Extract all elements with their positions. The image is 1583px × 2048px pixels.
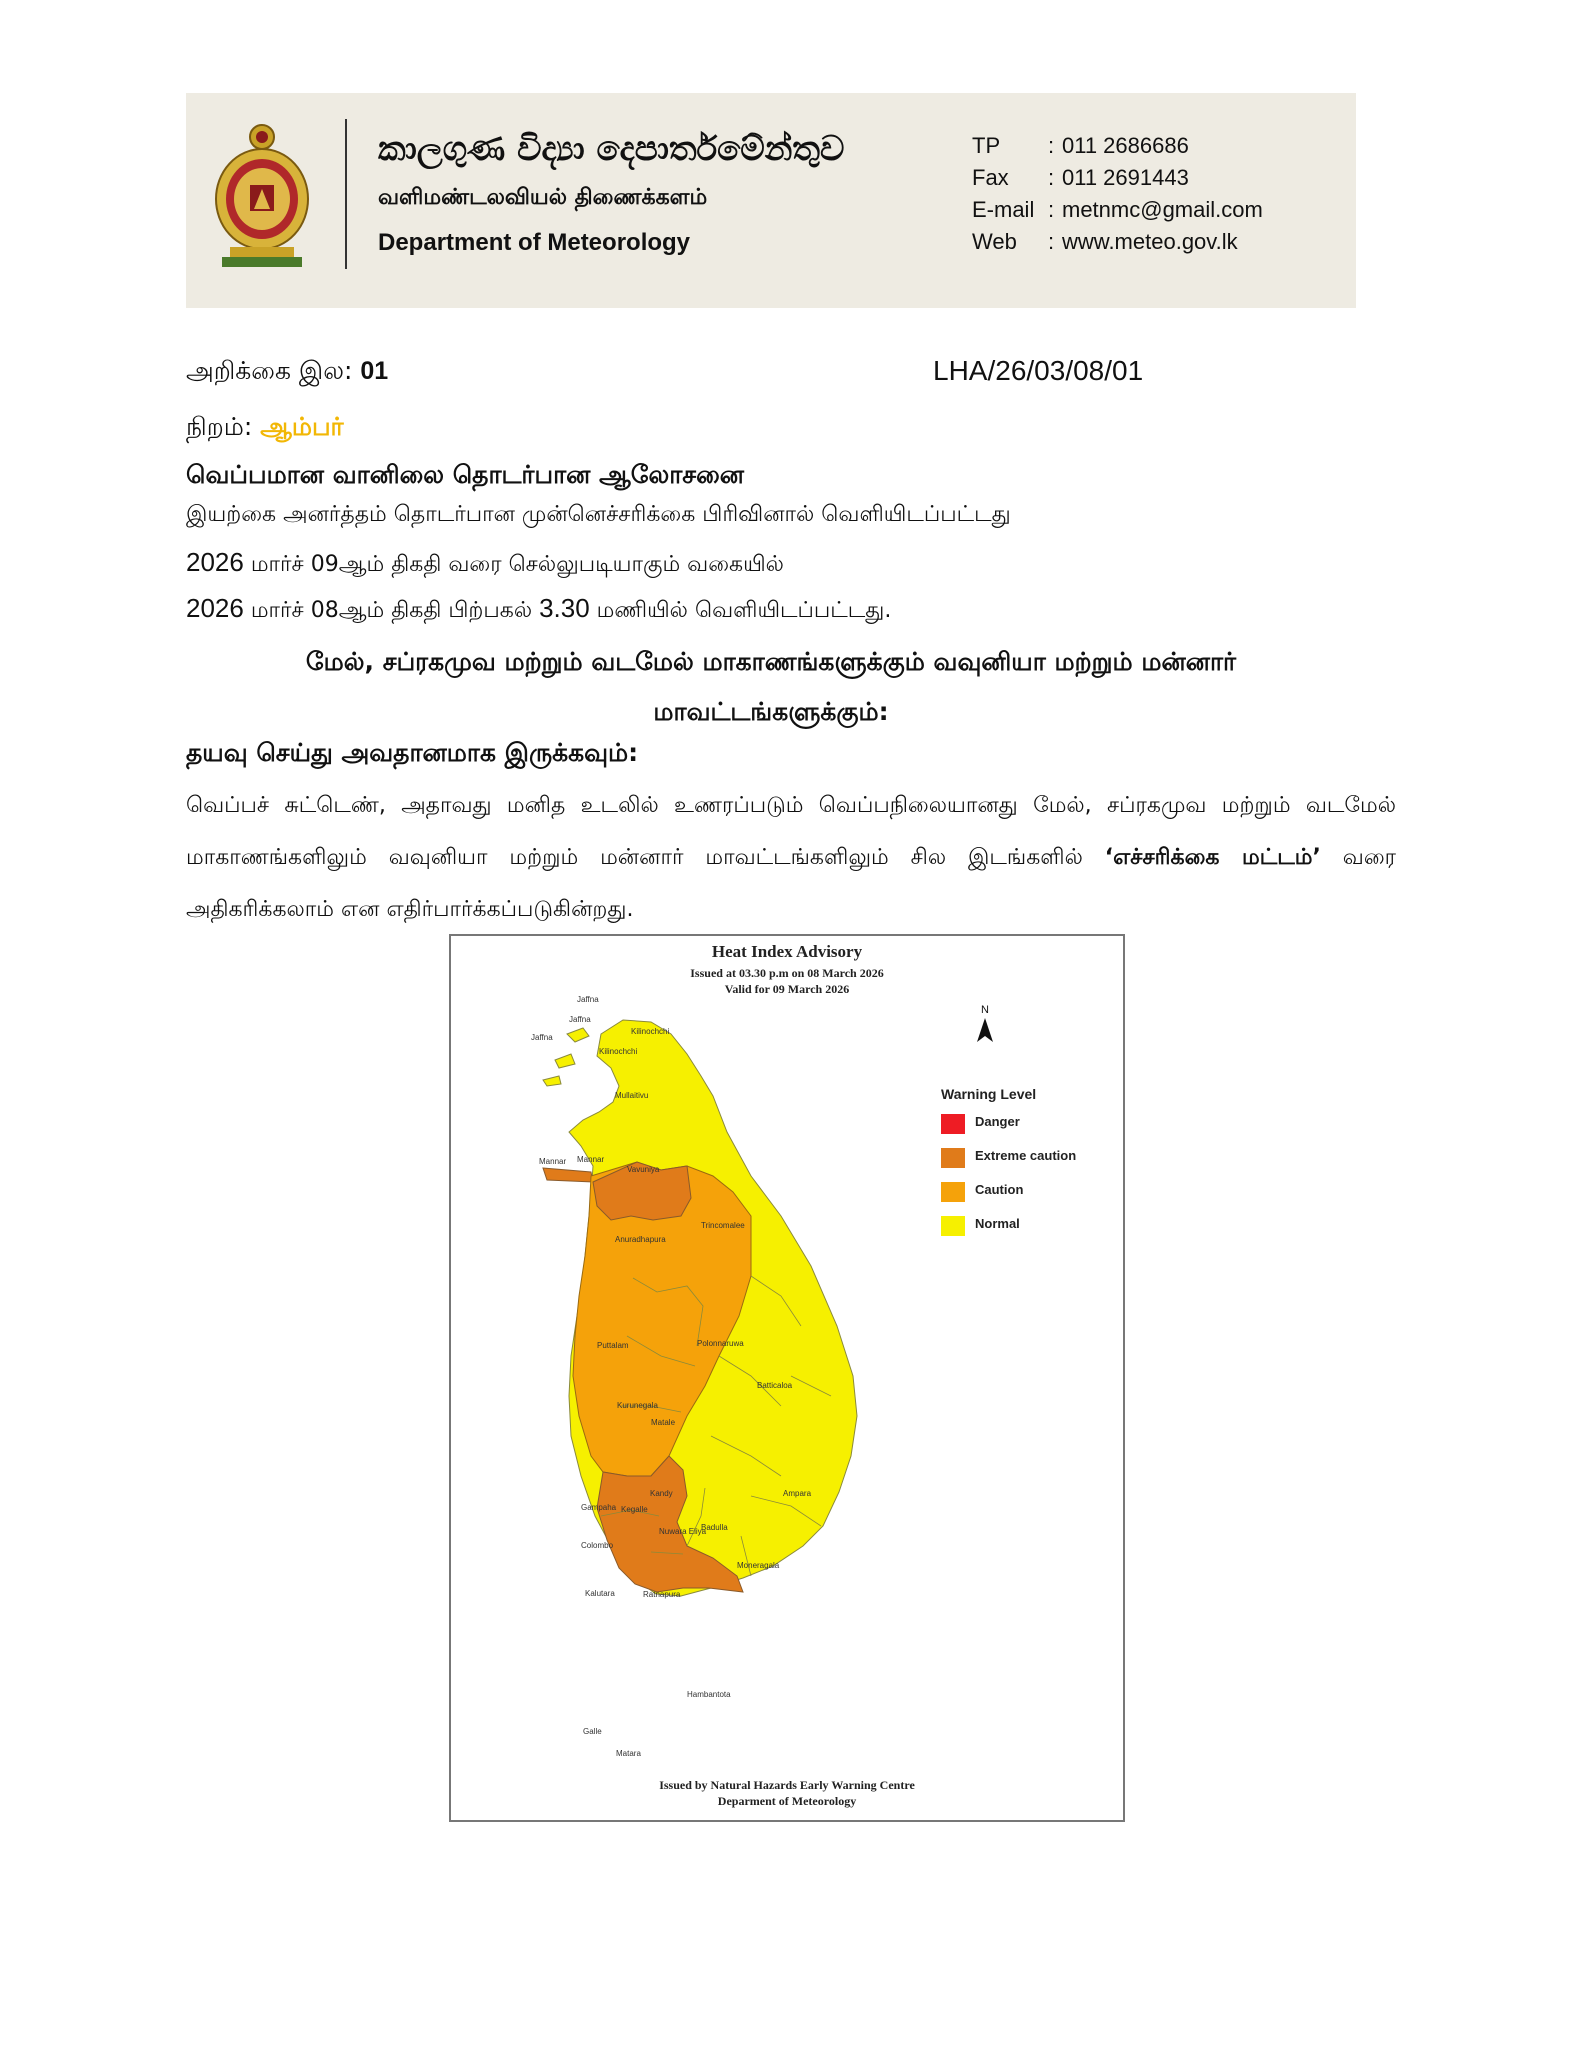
district-label: Batticaloa xyxy=(757,1381,793,1390)
district-label: Matale xyxy=(651,1418,676,1427)
north-arrow-icon xyxy=(977,1018,993,1042)
mannar-island xyxy=(543,1168,593,1182)
district-label: Trincomalee xyxy=(701,1221,745,1230)
district-label: Vavuniya xyxy=(627,1165,660,1174)
district-label: Kegalle xyxy=(621,1505,648,1514)
legend-title: Warning Level xyxy=(941,1086,1037,1102)
contact-web[interactable]: Web : www.meteo.gov.lk xyxy=(972,229,1238,254)
contact-phone: TP : 011 2686686 xyxy=(972,133,1189,158)
district-label: Mannar xyxy=(539,1157,567,1166)
district-label: Hambantota xyxy=(687,1690,731,1699)
advisory-paragraph: வெப்பச் சுட்டெண், அதாவது மனித உடலில் உணரப்படும் வெப்பநிலையானது மேல், சப்ரகமுவ மற்றும் வடமேல் மாகாணங்களிலும் வவுனியா மற்றும் மன்னார் மாவட்டங்களிலும் சில இடங்களில் ‘எச்சரிக்கை மட்டம்’ வரை அதிகரிக்கலாம் என எதிர்பார்க்கப்படுகின்றது. xyxy=(186,793,1397,922)
legend-extreme-caution: Extreme caution xyxy=(941,1148,1076,1182)
district-label: Kandy xyxy=(650,1489,673,1498)
district-label: Jaffna xyxy=(531,1033,553,1042)
contact-block xyxy=(972,133,1263,261)
alert-colour: நிறம்: ஆம்பர் xyxy=(186,412,344,441)
district-label: Jaffna xyxy=(569,1015,591,1024)
reference-number: LHA/26/03/08/01 xyxy=(933,355,1144,386)
department-name-sinhala: කාලගුණ විද්‍යා දෙපාර්තමේන්තුව xyxy=(378,129,845,169)
affected-regions: மேல், சப்ரகமுவ மற்றும் வடமேல் மாகாணங்களுக்கும் வவுனியா மற்றும் மன்னார் மாவட்டங்களுக்கும்: xyxy=(305,647,1237,726)
district-label: Kilinochchi xyxy=(599,1047,638,1056)
district-label: Kilinochchi xyxy=(631,1027,670,1036)
district-label: Colombo xyxy=(581,1541,614,1550)
legend-swatch xyxy=(941,1182,965,1202)
department-name-tamil: வளிமண்டலவியல் திணைக்களம் xyxy=(378,185,708,210)
letterhead xyxy=(186,93,1356,308)
sri-lanka-map xyxy=(451,936,1123,1820)
validity-line: 2026 மார்ச் 09ஆம் திகதி வரை செல்லுபடியாகும் வகையில் xyxy=(186,547,784,577)
district-label: Puttalam xyxy=(597,1341,629,1350)
contact-fax: Fax : 011 2691443 xyxy=(972,165,1189,190)
district-label: Mannar xyxy=(577,1155,605,1164)
district-label: Nuwara Eliya xyxy=(659,1527,707,1536)
issued-by-line: இயற்கை அனர்த்தம் தொடர்பான முன்னெச்சரிக்கை பிரிவினால் வெளியிடப்பட்டது xyxy=(186,502,1011,527)
contact-email[interactable]: E-mail : metnmc@gmail.com xyxy=(972,197,1263,222)
advisory-title: வெப்பமான வானிலை தொடர்பான ஆலோசனை xyxy=(186,460,745,489)
department-name-english: Department of Meteorology xyxy=(378,229,691,256)
map-valid-line: Valid for 09 March 2026 xyxy=(724,982,850,996)
map-issued-line: Issued at 03.30 p.m on 08 March 2026 xyxy=(690,966,884,980)
legend-normal: Normal xyxy=(941,1216,1076,1250)
attention-heading: தயவு செய்து அவதானமாக இருக்கவும்: xyxy=(186,738,639,767)
district-label: Galle xyxy=(583,1727,602,1736)
north-arrow-label: N xyxy=(981,1004,989,1016)
alert-colour-value: ஆம்பர் xyxy=(260,412,344,441)
legend-caution: Caution xyxy=(941,1182,1076,1216)
notice-number: அறிக்கை இல: 01 xyxy=(186,356,389,385)
legend-swatch xyxy=(941,1148,965,1168)
district-label: Mullaitivu xyxy=(615,1091,649,1100)
legend-swatch xyxy=(941,1216,965,1236)
issue-time-line: 2026 மார்ச் 08ஆம் திகதி பிற்பகல் 3.30 மணியில் வெளியிடப்பட்டது. xyxy=(186,593,892,623)
district-label: Anuradhapura xyxy=(615,1235,666,1244)
legend-swatch xyxy=(941,1114,965,1134)
sri-lanka-emblem-icon xyxy=(212,123,312,271)
district-label: Jaffna xyxy=(577,995,599,1004)
district-label: Polonnaruwa xyxy=(697,1339,744,1348)
district-label: Matara xyxy=(616,1749,641,1758)
header-divider xyxy=(345,119,347,269)
map-legend xyxy=(941,1086,1076,1250)
district-label: Ampara xyxy=(783,1489,812,1498)
heat-index-map xyxy=(449,934,1125,1822)
district-label: Moneragala xyxy=(737,1561,780,1570)
district-label: Kalutara xyxy=(585,1589,615,1598)
map-footer: Issued by Natural Hazards Early Warning Centre Deparment of Meteorology xyxy=(659,1778,915,1808)
district-label: Kurunegala xyxy=(617,1401,658,1410)
district-label: Badulla xyxy=(701,1523,728,1532)
map-title: Heat Index Advisory xyxy=(711,942,863,961)
legend-danger: Danger xyxy=(941,1114,1076,1148)
district-label: Gampaha xyxy=(581,1503,617,1512)
district-label: Ratnapura xyxy=(643,1590,681,1599)
